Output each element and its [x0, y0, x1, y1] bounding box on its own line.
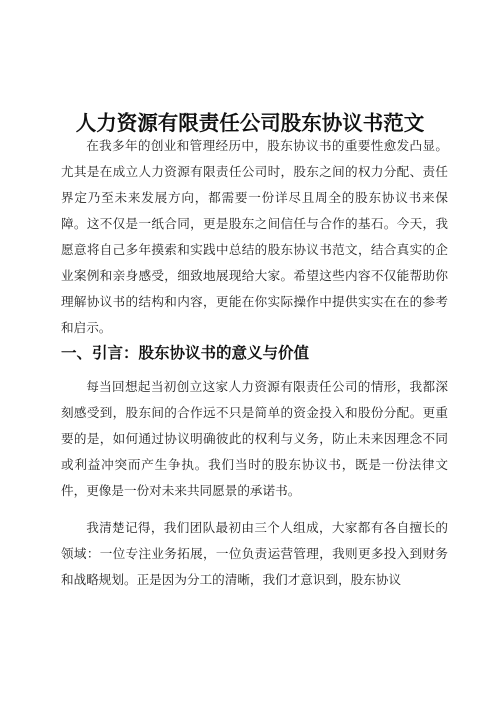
intro-paragraph: 在我多年的创业和管理经历中，股东协议书的重要性愈发凸显。尤其是在成立人力资源有限责任公司时，股东之间的权力分配、责任界定乃至未来发展方向，都需要一份详尽且周全的股东协议书来保障。这不仅是一纸合同，更是股东之间信任与合作的基石。今天，我愿意将自己多年摸索和实践中总结的股东协议书范文，结合真实的企业案例和亲身感受，细致地展现给大家。希望这些内容不仅能帮助你理解协议书的结构和内容，更能在你实际操作中提供实实在在的参考和启示。	[61, 138, 448, 335]
section-paragraph: 我清楚记得，我们团队最初由三个人组成，大家都有各自擅长的领域：一位专注业务拓展，一位负责运营管理，我则更多投入到财务和战略规划。正是因为分工的清晰，我们才意识到，股东协议	[61, 520, 448, 587]
section-heading: 一、引言：股东协议书的意义与价值	[61, 344, 310, 362]
section-paragraph: 每当回想起当初创立这家人力资源有限责任公司的情形，我都深刻感受到，股东间的合作远不只是简单的资金投入和股份分配。更重要的是，如何通过协议明确彼此的权利与义务，防止未来因理念不同或利益冲突而产生争执。我们当时的股东协议书，既是一份法律文件，更像是一份对未来共同愿景的承诺书。	[61, 379, 448, 498]
document-title: 人力资源有限责任公司股东协议书范文	[75, 110, 425, 135]
